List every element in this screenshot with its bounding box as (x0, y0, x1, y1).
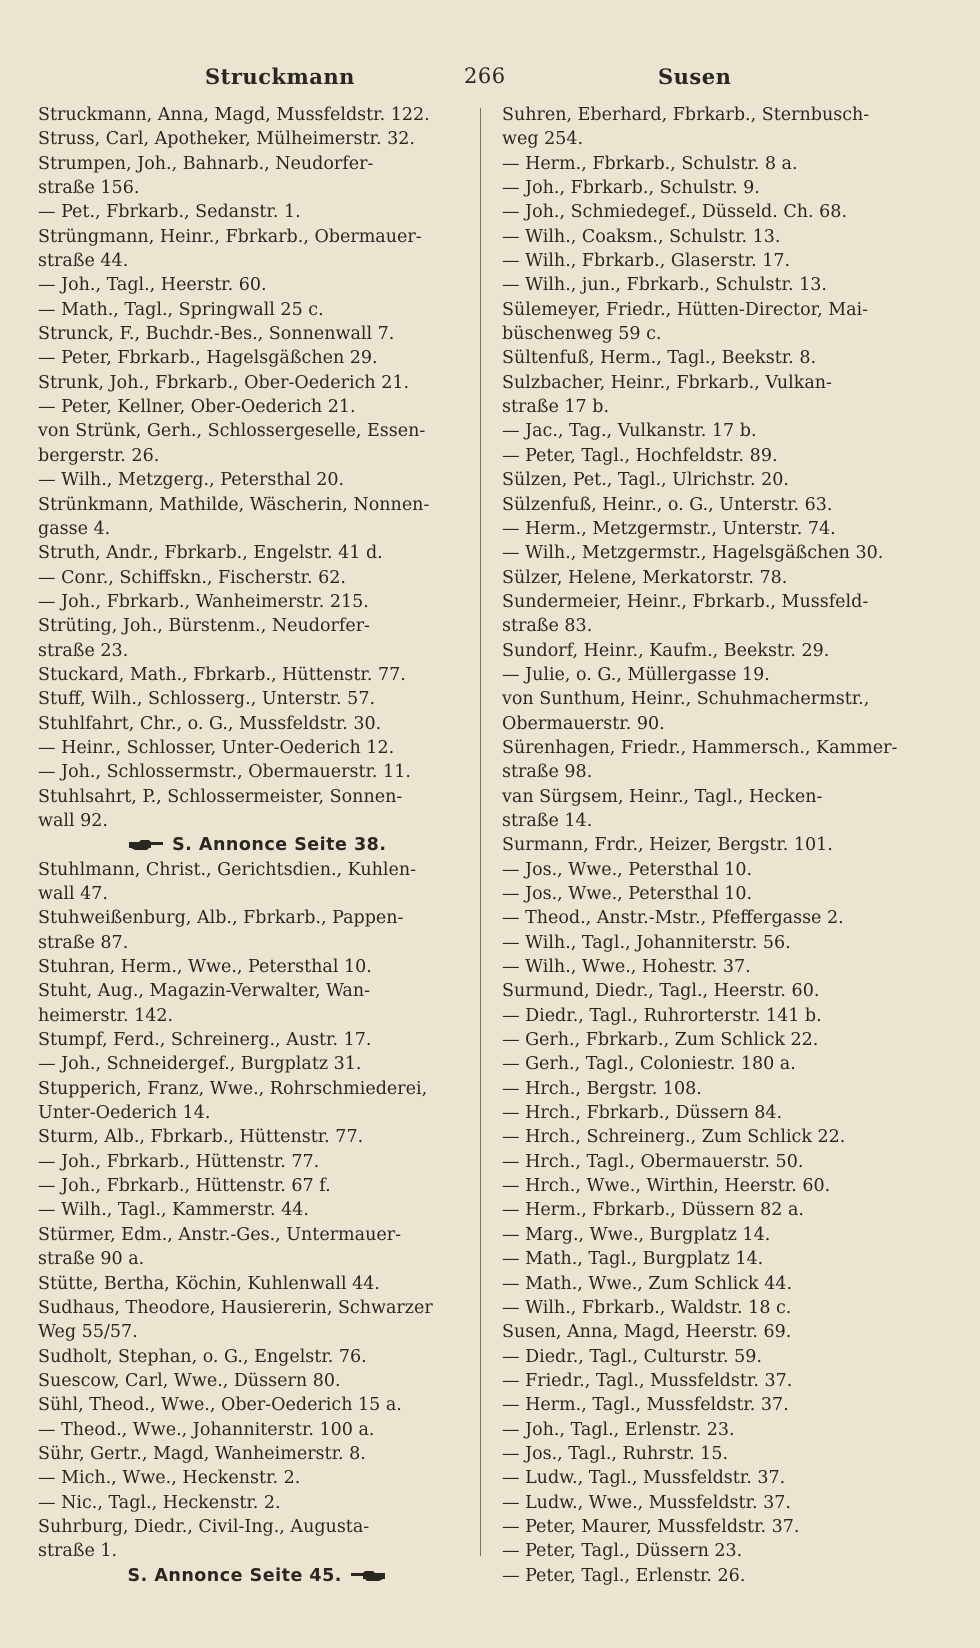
directory-entry: — Wilh., Tagl., Kammerstr. 44. (38, 1200, 309, 1221)
directory-entry: wall 47. (38, 884, 108, 904)
directory-entry: van Sürgsem, Heinr., Tagl., Hecken- (502, 786, 823, 807)
directory-entry: Suescow, Carl, Wwe., Düssern 80. (38, 1370, 341, 1391)
directory-entry: — Friedr., Tagl., Mussfeldstr. 37. (502, 1370, 793, 1391)
directory-entry: straße 90 a. (38, 1249, 145, 1270)
directory-entry: — Math., Tagl., Burgplatz 14. (502, 1249, 764, 1270)
directory-entry: Struss, Carl, Apotheker, Mülheimerstr. 32. (38, 129, 415, 150)
directory-entry: — Joh., Tagl., Erlenstr. 23. (502, 1419, 735, 1440)
directory-entry: Stuff, Wilh., Schlosserg., Unterstr. 57. (38, 689, 376, 710)
directory-entry: — Wilh., Metzgerg., Petersthal 20. (38, 470, 345, 491)
directory-entry: Suhrburg, Diedr., Civil-Ing., Augusta- (38, 1516, 370, 1537)
directory-entry: Sürenhagen, Friedr., Hammersch., Kammer- (502, 737, 898, 758)
directory-entry: — Theod., Anstr.-Mstr., Pfeffergasse 2. (502, 908, 844, 929)
directory-entry: Unter-Oederich 14. (38, 1103, 211, 1124)
directory-entry: straße 1. (38, 1541, 118, 1562)
directory-entry: Sühr, Gertr., Magd, Wanheimerstr. 8. (38, 1443, 366, 1464)
directory-entry: Struckmann, Anna, Magd, Mussfeldstr. 122. (38, 105, 430, 125)
directory-entry: — Jos., Wwe., Petersthal 10. (502, 884, 753, 904)
directory-entry: — Herm., Metzgermstr., Unterstr. 74. (502, 518, 836, 539)
directory-entry: Sulzbacher, Heinr., Fbrkarb., Vulkan- (502, 372, 832, 393)
directory-entry: Strumpen, Joh., Bahnarb., Neudorfer- (38, 153, 374, 174)
directory-entry: Obermauerstr. 90. (502, 713, 665, 734)
directory-entry: Sundorf, Heinr., Kaufm., Beekstr. 29. (502, 640, 830, 661)
directory-entry: — Julie, o. G., Müllergasse 19. (502, 664, 770, 685)
directory-entry: — Herm., Fbrkarb., Schulstr. 8 a. (502, 153, 798, 174)
directory-entry: — Wilh., Fbrkarb., Glaserstr. 17. (502, 251, 791, 272)
directory-entry: Strunck, F., Buchdr.-Bes., Sonnenwall 7. (38, 324, 395, 345)
directory-entry: — Ludw., Tagl., Mussfeldstr. 37. (502, 1468, 786, 1489)
directory-entry: — Conr., Schiffskn., Fischerstr. 62. (38, 567, 346, 588)
directory-entry: Stuhran, Herm., Wwe., Petersthal 10. (38, 957, 372, 978)
directory-entry: Sudholt, Stephan, o. G., Engelstr. 76. (38, 1346, 367, 1367)
directory-entry: — Hrch., Fbrkarb., Düssern 84. (502, 1103, 783, 1124)
directory-entry: von Sunthum, Heinr., Schuhmachermstr., (502, 689, 870, 710)
directory-entry: Stuckard, Math., Fbrkarb., Hüttenstr. 77. (38, 664, 406, 685)
directory-entry: — Wilh., Fbrkarb., Waldstr. 18 c. (502, 1297, 792, 1318)
directory-entry: — Peter, Kellner, Ober-Oederich 21. (38, 397, 356, 418)
directory-entry: straße 98. (502, 762, 593, 783)
directory-entry: — Peter, Tagl., Hochfeldstr. 89. (502, 445, 778, 466)
directory-entry: Strüngmann, Heinr., Fbrkarb., Obermauer- (38, 226, 422, 247)
directory-entry: Stuhlmann, Christ., Gerichtsdien., Kuhlen- (38, 859, 417, 880)
directory-entry: Stuhlfahrt, Chr., o. G., Mussfeldstr. 30. (38, 713, 382, 734)
directory-entry: — Jac., Tag., Vulkanstr. 17 b. (502, 421, 757, 442)
directory-entry: Strunk, Joh., Fbrkarb., Ober-Oederich 21. (38, 372, 410, 393)
directory-entry: — Marg., Wwe., Burgplatz 14. (502, 1224, 771, 1245)
directory-entry: straße 44. (38, 251, 129, 272)
directory-entry: straße 14. (502, 810, 593, 831)
right-column (502, 103, 944, 1588)
column-divider (480, 108, 481, 1556)
directory-entry: — Mich., Wwe., Heckenstr. 2. (38, 1468, 301, 1489)
directory-entry: — Peter, Tagl., Erlenstr. 26. (502, 1565, 746, 1586)
directory-entry: — Herm., Fbrkarb., Düssern 82 a. (502, 1200, 804, 1221)
directory-entry: — Herm., Tagl., Mussfeldstr. 37. (502, 1395, 789, 1416)
directory-entry: — Joh., Schneidergef., Burgplatz 31. (38, 1054, 362, 1075)
directory-entry: — Diedr., Tagl., Culturstr. 59. (502, 1346, 762, 1367)
directory-entry: — Wilh., Wwe., Hohestr. 37. (502, 957, 751, 978)
directory-entry: — Heinr., Schlosser, Unter-Oederich 12. (38, 737, 395, 758)
directory-entry: straße 23. (38, 640, 129, 661)
directory-entry: Stuht, Aug., Magazin-Verwalter, Wan- (38, 981, 371, 1002)
directory-entry: — Ludw., Wwe., Mussfeldstr. 37. (502, 1492, 791, 1513)
directory-entry: von Strünk, Gerh., Schlossergeselle, Essen- (38, 421, 426, 442)
directory-entry: — Joh., Schmiedegef., Düsseld. Ch. 68. (502, 202, 848, 223)
directory-entry: — Hrch., Bergstr. 108. (502, 1078, 702, 1099)
directory-entry: Weg 55/57. (38, 1322, 138, 1343)
directory-entry: — Gerh., Tagl., Coloniestr. 180 a. (502, 1054, 796, 1075)
directory-entry: — Wilh., Coaksm., Schulstr. 13. (502, 226, 781, 247)
directory-entry: — Joh., Tagl., Heerstr. 60. (38, 275, 267, 296)
directory-entry: Stuhlsahrt, P., Schlossermeister, Sonnen- (38, 786, 403, 807)
running-head-right: Susen (658, 64, 732, 89)
running-head-left: Struckmann (205, 64, 355, 89)
directory-entry: — Math., Tagl., Springwall 25 c. (38, 299, 324, 320)
directory-entry: — Wilh., Tagl., Johanniterstr. 56. (502, 932, 791, 953)
directory-entry: büschenweg 59 c. (502, 324, 662, 345)
directory-entry: Struth, Andr., Fbrkarb., Engelstr. 41 d. (38, 543, 383, 564)
directory-entry: — Pet., Fbrkarb., Sedanstr. 1. (38, 202, 301, 223)
directory-entry: — Wilh., Metzgermstr., Hagelsgäßchen 30. (502, 543, 884, 564)
directory-entry: — Peter, Maurer, Mussfeldstr. 37. (502, 1516, 800, 1537)
directory-entry: gasse 4. (38, 518, 111, 539)
directory-entry: bergerstr. 26. (38, 445, 160, 466)
annonce-reference: S. Annonce Seite 45. (38, 1564, 476, 1588)
page-number: 266 (464, 64, 506, 88)
directory-entry: Stütte, Bertha, Köchin, Kuhlenwall 44. (38, 1273, 380, 1294)
directory-entry: Strüting, Joh., Bürstenm., Neudorfer- (38, 616, 370, 637)
directory-entry: — Diedr., Tagl., Ruhrorterstr. 141 b. (502, 1005, 822, 1026)
directory-entry: — Jos., Wwe., Petersthal 10. (502, 859, 753, 880)
directory-entry: Sundermeier, Heinr., Fbrkarb., Mussfeld- (502, 591, 869, 612)
directory-entry: — Peter, Tagl., Düssern 23. (502, 1541, 743, 1562)
directory-entry: Stuhweißenburg, Alb., Fbrkarb., Pappen- (38, 908, 404, 929)
directory-entry: — Theod., Wwe., Johanniterstr. 100 a. (38, 1419, 375, 1440)
directory-entry: — Wilh., jun., Fbrkarb., Schulstr. 13. (502, 275, 827, 296)
pointing-hand-icon (349, 1569, 387, 1583)
directory-entry: Sturm, Alb., Fbrkarb., Hüttenstr. 77. (38, 1127, 364, 1148)
directory-entry: straße 156. (38, 178, 140, 199)
directory-entry: straße 83. (502, 616, 593, 637)
left-column (38, 103, 476, 1588)
directory-entry: — Joh., Fbrkarb., Hüttenstr. 77. (38, 1151, 320, 1172)
directory-entry: — Joh., Fbrkarb., Schulstr. 9. (502, 178, 760, 199)
directory-entry: Stumpf, Ferd., Schreinerg., Austr. 17. (38, 1030, 372, 1051)
directory-entry: Suhren, Eberhard, Fbrkarb., Sternbusch- (502, 105, 870, 125)
directory-entry: heimerstr. 142. (38, 1005, 174, 1026)
directory-entry: Surmund, Diedr., Tagl., Heerstr. 60. (502, 981, 820, 1002)
directory-entry: — Joh., Fbrkarb., Hüttenstr. 67 f. (38, 1176, 331, 1197)
directory-entry: — Math., Wwe., Zum Schlick 44. (502, 1273, 793, 1294)
directory-entry: straße 87. (38, 932, 129, 953)
annonce-reference: S. Annonce Seite 38. (38, 833, 476, 857)
directory-entry: — Joh., Schlossermstr., Obermauerstr. 11. (38, 762, 411, 783)
directory-entry: — Hrch., Wwe., Wirthin, Heerstr. 60. (502, 1176, 831, 1197)
directory-entry: Stupperich, Franz, Wwe., Rohrschmiederei, (38, 1078, 428, 1099)
directory-entry: weg 254. (502, 129, 584, 150)
directory-entry: wall 92. (38, 810, 108, 831)
directory-entry: Strünkmann, Mathilde, Wäscherin, Nonnen- (38, 494, 430, 515)
directory-entry: Stürmer, Edm., Anstr.-Ges., Untermauer- (38, 1224, 401, 1245)
directory-entry: straße 17 b. (502, 397, 610, 418)
pointing-hand-icon (127, 838, 165, 852)
directory-entry: — Jos., Tagl., Ruhrstr. 15. (502, 1443, 729, 1464)
directory-entry: Susen, Anna, Magd, Heerstr. 69. (502, 1322, 792, 1343)
directory-entry: Sülzer, Helene, Merkatorstr. 78. (502, 567, 788, 588)
directory-entry: Sültenfuß, Herm., Tagl., Beekstr. 8. (502, 348, 817, 369)
directory-entry: — Peter, Fbrkarb., Hagelsgäßchen 29. (38, 348, 378, 369)
directory-entry: — Hrch., Tagl., Obermauerstr. 50. (502, 1151, 804, 1172)
directory-entry: — Hrch., Schreinerg., Zum Schlick 22. (502, 1127, 846, 1148)
directory-entry: Sülzenfuß, Heinr., o. G., Unterstr. 63. (502, 494, 833, 515)
directory-entry: Surmann, Frdr., Heizer, Bergstr. 101. (502, 835, 833, 856)
directory-entry: — Gerh., Fbrkarb., Zum Schlick 22. (502, 1030, 819, 1051)
directory-entry: Sülemeyer, Friedr., Hütten-Director, Mai- (502, 299, 869, 320)
directory-entry: Sülzen, Pet., Tagl., Ulrichstr. 20. (502, 470, 789, 491)
directory-entry: — Nic., Tagl., Heckenstr. 2. (38, 1492, 281, 1513)
directory-entry: Sudhaus, Theodore, Hausiererin, Schwarzer (38, 1297, 433, 1318)
directory-entry: Sühl, Theod., Wwe., Ober-Oederich 15 a. (38, 1395, 402, 1416)
directory-entry: — Joh., Fbrkarb., Wanheimerstr. 215. (38, 591, 369, 612)
